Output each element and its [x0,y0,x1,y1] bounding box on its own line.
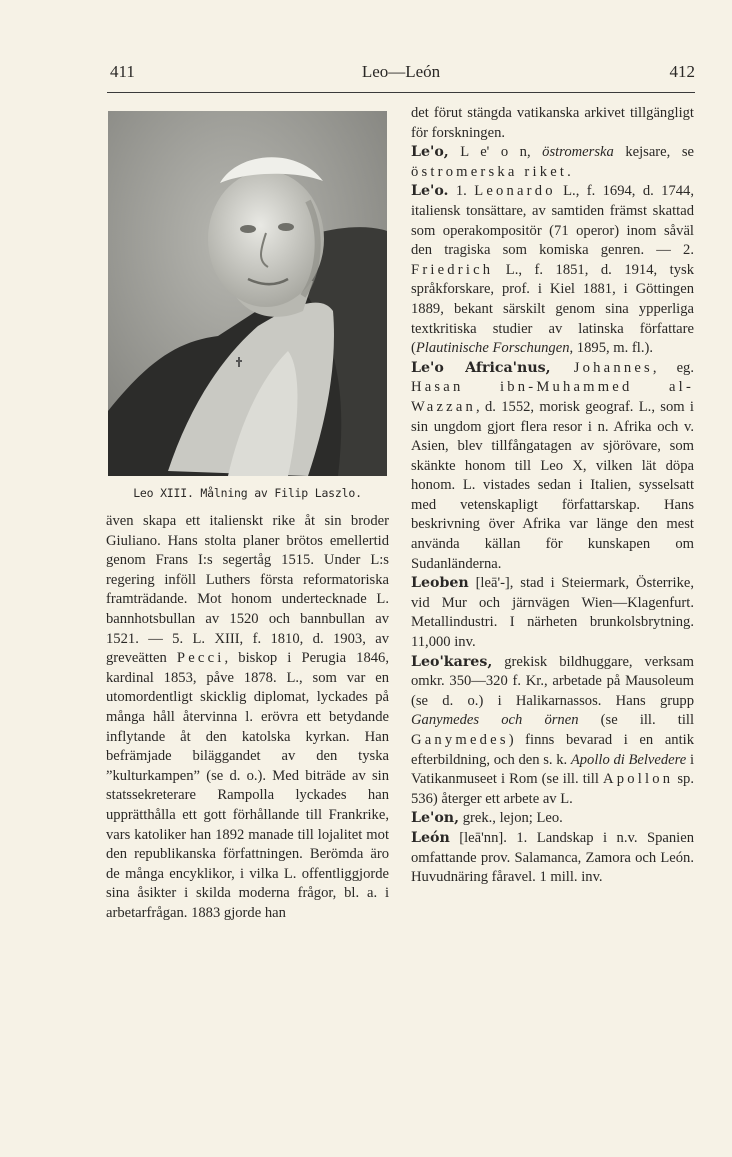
right-column [411,104,694,888]
entry-spaced: östromerska riket. [411,163,574,180]
entry-leon-greek [411,809,694,829]
figure-caption: Leo XIII. Målning av Filip Laszlo. [133,486,362,500]
entry-leoben [411,574,694,652]
continuation-paragraph [411,104,694,143]
entry-spaced: Leonardo [474,183,556,200]
entry-text: ) finns bevarad i en antik efterbildning, och den s. k. [411,732,694,768]
page-header [107,62,695,88]
headword: Leoben [411,575,469,592]
entry-leo-africanus [411,359,694,575]
entry-italic: östromerska [542,144,614,161]
entry-italic: Plautinische Forschungen [415,340,570,357]
headword: Leo'kares, [411,653,493,670]
name-pecci: Pecci [176,650,225,667]
entry-spaced: Hasan ibn-Muhammed al-Wazzan [411,379,694,415]
portrait-illustration [108,111,387,476]
headword: Le'o, [411,144,449,161]
entry-italic: Ganymedes och örnen [411,712,579,729]
entry-spaced: Ganymedes [411,732,509,748]
page-number-left: 411 [110,62,135,81]
headword: Le'o. [411,183,449,200]
entry-text: 1. [448,183,475,200]
portrait-image [108,111,387,476]
header-rule [107,92,695,93]
entry-text: grek., lejon; Leo. [459,810,563,827]
left-text-1: även skapa ett italienskt rike åt sin broder Giuliano. Hans stolta planer brötos emellertid genom Frans I:s segertåg 1515. Under L:s regering inföll Luthers första reformatoriska framträdande. Mot honom undertecknade L. bannhotsbullan av 1520 och bannbullan av 1521. — 5. L. XIII, f. 1810, d. 1903, av greveätten [106,513,389,667]
entry-spaced: Johannes [550,359,653,376]
headword: Le'on, [411,810,460,827]
entry-text: (se ill. till [578,712,694,729]
entry-text: L., f. 1851, d. 1914, tysk språkforskare, prof. i Kiel 1881, i Göttingen 1889, bekant särskilt genom sina ypperliga textkritiska studier av latinska författare ( [411,261,694,357]
entry-text: sp. 536) återger ett arbete av L. [411,771,694,807]
left-paragraph [106,512,389,923]
page-number-right: 412 [669,62,695,81]
headword: León [411,829,450,846]
entry-text: , eg. [652,359,694,376]
entry-text: kejsare, se [613,144,694,161]
entry-spaced: Apollon [603,771,674,788]
entry-leokares [411,653,694,810]
entry-leon-spain [411,829,694,888]
running-title: Leo—León [361,62,441,81]
entry-text: i Vatikanmuseet i Rom (se ill. till [411,751,694,788]
continuation-text: det förut stängda vatikanska arkivet tillgängligt för forskningen. [411,105,694,141]
entry-text: L., f. 1694, d. 1744, italiensk tonsättare, av samtiden främst skattad som operakompositör (71 operor) inom såväl den tragiska som komiska genren. — 2. [411,183,694,259]
entry-text: , 1895, m. fl.). [569,340,654,357]
entry-leo-byzantine [411,143,694,182]
entry-spaced: Friedrich [411,261,494,278]
entry-text: [leā'-], stad i Steiermark, Österrike, vid Mur och järnvägen Wien—Klagenfurt. Metallindustri. I närheten brunkolsbrytning. 11,000 inv. [411,575,694,651]
headword: Le'o Africa'nus, [411,359,551,376]
entry-text: , d. 1552, morisk geograf. L., som i sin ungdom gjort flera resor i n. Afrika och v. Asien, blev tillfångatagen av sjörövare, som skänkte honom till Leo X, vilken lät döpa honom. L. vistades sedan i Italien, sysselsatt med vetenskapligt författarskap. Hans beskrivning över Afrika var länge den mest använda källan för kunskapen om Sudanländerna. [411,398,694,572]
entry-text: L e' o n, [448,144,543,161]
left-text-2: , biskop i Perugia 1846, kardinal 1853, påve 1878. L., som var en utomordentligt skicklig diplomat, lyckades på många håll återvinna l. erövra ett betydande inflytande åt den katolska kyrkan. Han befrämjade biläggandet av den tyska ”kulturkampen” (se d. o.). Med biträde av sin statssekreterare Rampolla lyckades han upprätthålla ett gott förhållande till Frankrike, vars katoliker han 1892 manade till lojalitet mot den republikanska författningen. Berömda äro de många encyklikor, i vilka L. offentliggjorde sina åsikter i skilda moderna frågor, bl. a. i arbetarfrågan. 1883 gjorde han [106,650,389,921]
entry-italic: Apollo di Belvedere [570,751,687,768]
entry-text: grekisk bildhuggare, verksam omkr. 350—320 f. Kr., arbetade på Mausoleum (se d. o.) i Halikarnassos. Hans grupp [411,653,694,709]
entry-text: [leā'nn]. 1. Landskap i n.v. Spanien omfattande prov. Salamanca, Zamora och León. Huvudnäring fåravel. 1 mill. inv. [411,829,694,886]
left-column [106,111,389,923]
left-text [106,512,389,923]
entry-leo-persons [411,182,694,358]
